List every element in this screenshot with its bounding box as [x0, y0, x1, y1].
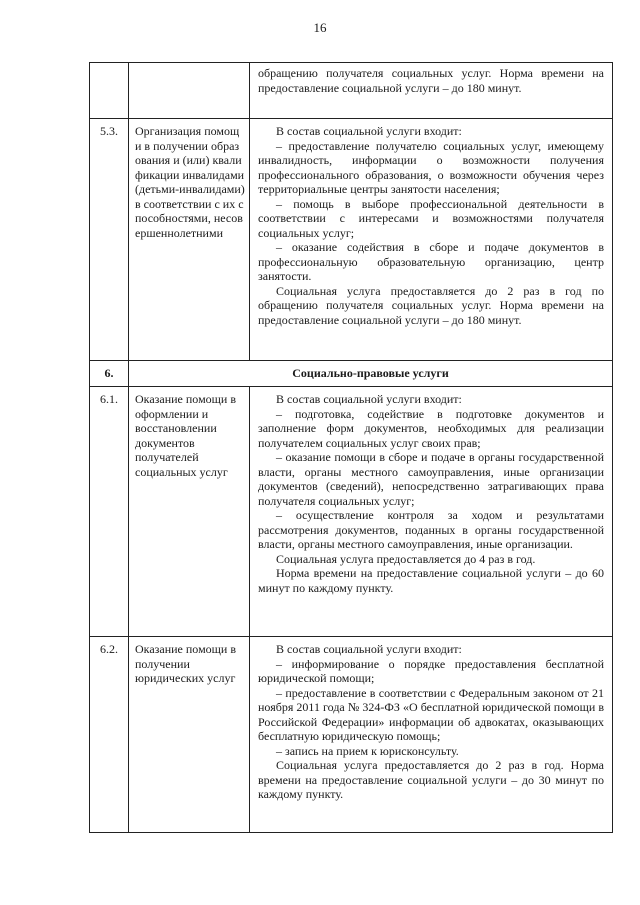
- description-paragraph: – предоставление получателю социальных услуг, имеющему инвалидность, информации о возможности получения профессионального образования, о возможности обучения через территориальные центры занятости населения;: [258, 138, 604, 196]
- description-paragraph: В состав социальной услуги входит:: [276, 642, 462, 656]
- service-description: [250, 637, 612, 832]
- table-row: [89, 387, 613, 637]
- row-number: 5.3.: [90, 119, 129, 360]
- description-paragraph: В состав социальной услуги входит:: [276, 392, 462, 406]
- description-paragraph: – предоставление в соответствии с Федеральным законом от 21 ноября 2011 года № 324-ФЗ «О бесплатной юридической помощи в Российской Федерации» информации об адвокатах, оказывающих бесплатную юридическую помощь;: [258, 685, 604, 743]
- description-paragraph: – информирование о порядке предоставления бесплатной юридической помощи;: [258, 656, 604, 685]
- service-description: [250, 119, 612, 360]
- section-title: Социально-правовые услуги: [292, 366, 449, 380]
- service-name: Оказание помощи в оформлении и восстановлении документов получателей социальных услуг: [129, 387, 250, 636]
- description-paragraph: Социальная услуга предоставляется до 2 раз в год. Норма времени на предоставление социальной услуги – до 30 минут по каждому пункту.: [258, 758, 604, 801]
- table-row: [89, 637, 613, 833]
- description-paragraph: Социальная услуга предоставляется до 4 раз в год.: [276, 551, 536, 566]
- description-paragraph: – подготовка, содействие в подготовке документов и заполнение форм документов, необходимых для реализации получателем социальных услуг своих прав;: [258, 406, 604, 450]
- description-paragraph: Социальная услуга предоставляется до 2 раз в год по обращению получателя социальных услуг. Норма времени на предоставление социальной услуги – до 180 минут.: [258, 283, 604, 327]
- page-number: 16: [313, 20, 327, 35]
- description-paragraph: – оказание помощи в сборе и подаче в органы государственной власти, органы местного самоуправления, иные организации документов (сведений), непосредственно затрагивающих права получателя социальных услуг;: [258, 450, 604, 508]
- service-description: [250, 387, 612, 636]
- table-row: [89, 119, 613, 361]
- row-number: [90, 63, 129, 118]
- row-number: 6.1.: [90, 387, 129, 636]
- row-number: 6.2.: [90, 637, 129, 832]
- description-paragraph: В состав социальной услуги входит:: [276, 124, 462, 138]
- description-paragraph: – оказание содействия в сборе и подаче документов в профессиональную образовательную организацию, центр занятости.: [258, 240, 604, 283]
- services-table: [89, 62, 613, 833]
- description-paragraph: – запись на прием к юрисконсульту.: [276, 743, 459, 758]
- section-header-row: [89, 361, 613, 387]
- description-paragraph: обращению получателя социальных услуг. Норма времени на предоставление социальной услуги – до 180 минут.: [258, 66, 604, 95]
- service-description: [250, 63, 612, 118]
- description-paragraph: – помощь в выборе профессиональной деятельности в соответствии с интересами и возможностями получателя социальных услуг;: [258, 196, 604, 240]
- table-row: [89, 63, 613, 119]
- description-paragraph: Норма времени на предоставление социальной услуги – до 60 минут по каждому пункту.: [258, 566, 604, 595]
- service-name: Оказание помощи в получении юридических услуг: [129, 637, 250, 832]
- service-name: [129, 63, 250, 118]
- description-paragraph: – осуществление контроля за ходом и результатами рассмотрения документов, поданных в органы государственной власти, органы местного самоуправления, иные организации.: [258, 508, 604, 551]
- section-number: 6.: [90, 361, 129, 386]
- service-name: Организация помощи в получении образования и (или) квалификации инвалидами (детьми-инвалидами) в соответствии с их способностями, несовершеннолетними: [129, 119, 250, 360]
